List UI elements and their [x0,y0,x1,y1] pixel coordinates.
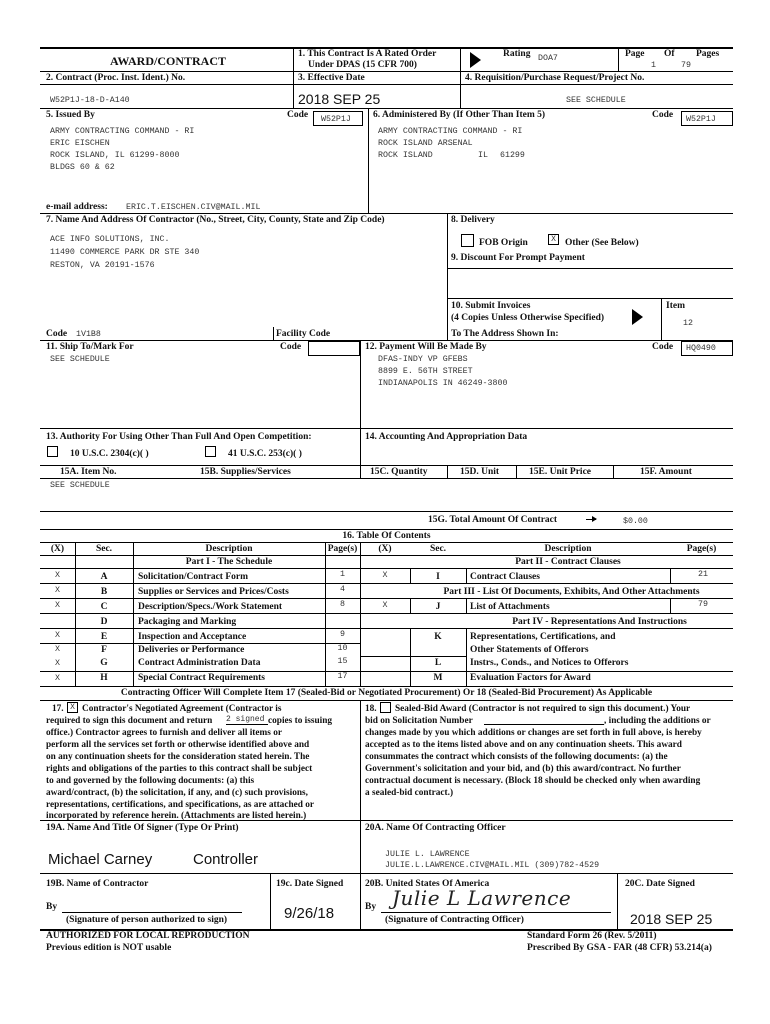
contractor-name-label: 19B. Name of Contractor [46,879,149,889]
toc-row-desc: Contract Clauses [470,572,540,582]
toc-row-pages: 15 [337,657,348,666]
item17-line: award/contract, (b) the solicitation, if any, and (c) such provisions, [46,788,308,798]
total-amount-value: $0.00 [623,517,648,526]
item17-line: office.) Contractor agrees to furnish and deliver all items or [46,728,282,738]
officer-by-label: By [365,902,377,912]
toc-row-mark: X [55,645,60,654]
amount-header: 15F. Amount [640,467,692,477]
toc-x-header: (X) [378,544,392,554]
rating-value: DOA7 [538,54,558,63]
administered-by-code: W52P1J [681,111,733,126]
footer-form-number: Standard Form 26 (Rev. 5/2011) [527,931,657,941]
ship-to-code-label: Code [280,342,302,352]
item17-number: 17. [52,704,64,714]
toc-row-pages: 9 [340,630,345,639]
payment-by-line: 8899 E. 56TH STREET [378,367,473,376]
signer-name: Michael Carney [48,851,153,868]
supplies-value: SEE SCHEDULE [50,481,110,490]
issued-by-line: ARMY CONTRACTING COMMAND - RI [50,127,195,136]
toc-row-mark: X [55,601,60,610]
signer-title: Controller [193,851,259,868]
submit-invoices-sublabel: (4 Copies Unless Otherwise Specified) [451,313,605,323]
issued-by-line: ROCK ISLAND, IL 61299-8000 [50,151,180,160]
email-value: ERIC.T.EISCHEN.CIV@MAIL.MIL [126,203,261,212]
item18-line: contractual document is necessary. (Block 18 should be checked only when awarding [365,776,701,786]
arrow-right-icon [470,52,481,68]
item17-line: to and governed by the following documents: (a) this [46,776,255,786]
officer-signature-caption: (Signature of Contracting Officer) [385,915,524,925]
page-label: Page [625,49,645,59]
fob-origin-checkbox[interactable] [461,234,474,247]
supplies-header: 15B. Supplies/Services [200,467,291,477]
other-delivery-checkbox[interactable]: X [548,234,559,245]
officer-date-value: 2018 SEP 25 [630,911,713,927]
toc-row-sec: M [433,673,443,683]
contractor-signature-caption: (Signature of person authorized to sign) [66,915,228,925]
arrow-head-icon [592,516,597,522]
item18-checkbox[interactable] [380,702,391,713]
toc-row-mark: X [55,631,60,640]
item17-checkbox[interactable]: X [67,702,78,713]
toc-row-sec: F [101,645,107,655]
contractor-line: ACE INFO SOLUTIONS, INC. [50,235,170,244]
contracting-officer-label: 20A. Name Of Contracting Officer [365,823,506,833]
item17-copies-field[interactable]: 2 signed [226,715,268,725]
toc-row-desc: Supplies or Services and Prices/Costs [138,587,289,597]
contract-number-value: W52P1J-18-D-A140 [50,96,130,105]
contractor-date-value: 9/26/18 [284,905,335,922]
contract-number-label: 2. Contract (Proc. Inst. Ident.) No. [46,73,186,83]
toc-row-pages: 8 [340,600,345,609]
toc-part-1: Part I - The Schedule [185,557,273,567]
payment-by-line: DFAS-INDY VP GFEBS [378,355,468,364]
item18-line: changes made by you which additions or changes are set forth in full above, is hereby [365,728,702,738]
ship-to-code [308,341,360,356]
requisition-value: SEE SCHEDULE [566,96,626,105]
administered-by-label: 6. Administered By (If Other Than Item 5) [373,110,546,120]
toc-row-sec: D [100,617,108,627]
authority-41usc-label: 41 U.S.C. 253(c)( ) [228,449,302,459]
accounting-label: 14. Accounting And Appropriation Data [365,432,528,442]
item17-line: representations, certifications, and specifications, as are attached or [46,800,315,810]
toc-desc-header: Description [544,544,592,554]
delivery-label: 8. Delivery [451,215,495,225]
toc-x-header: (X) [50,544,65,554]
toc-row-mark: X [55,674,60,683]
payment-by-label: 12. Payment Will Be Made By [365,342,487,352]
toc-row-pages: 79 [698,600,708,609]
authority-label: 13. Authority For Using Other Than Full And Open Competition: [46,432,312,442]
form-title: AWARD/CONTRACT [110,54,227,68]
contractor-line: RESTON, VA 20191-1576 [50,261,155,270]
item-no-header: 15A. Item No. [60,467,117,477]
item17-line: perform all the services set forth or otherwise identified above and [46,740,310,750]
toc-row-sec: G [100,658,108,668]
toc-pages-header: Page(s) [327,544,358,554]
discount-label: 9. Discount For Prompt Payment [451,253,585,263]
toc-row-sec: E [100,632,108,642]
invoice-item-value: 12 [683,319,693,328]
toc-pages-header: Page(s) [686,544,717,554]
unit-header: 15D. Unit [460,467,500,477]
unit-price-header: 15E. Unit Price [529,467,592,477]
payment-by-code-label: Code [652,342,674,352]
fob-origin-label: FOB Origin [479,238,528,248]
issued-by-code-label: Code [287,110,309,120]
other-delivery-label: Other (See Below) [565,238,639,248]
toc-row-mark: X [55,586,60,595]
administered-by-line: ROCK ISLAND ARSENAL [378,139,473,148]
item17-title: Contractor's Negotiated Agreement (Contractor is [82,704,282,714]
toc-row-desc: Special Contract Requirements [138,673,266,683]
requisition-label: 4. Requisition/Purchase Request/Project No. [465,73,645,83]
facility-code-label: Facility Code [276,329,331,339]
toc-row-desc: Contract Administration Data [138,658,261,668]
administered-by-state: IL [478,151,488,160]
toc-row-pages: 21 [698,570,708,579]
toc-sec-header: Sec. [95,544,113,554]
toc-row-sec: J [435,602,441,612]
submit-invoices-address-label: To The Address Shown In: [451,329,559,339]
issued-by-line: ERIC EISCHEN [50,139,110,148]
item18-line: bid on Solicitation Number [365,716,473,726]
toc-row-pages: 17 [337,672,348,681]
toc-row-pages: 4 [340,585,345,594]
effective-date-label: 3. Effective Date [298,73,365,83]
item17-line: rights and obligations of the parties to this contract shall be subject [46,764,313,774]
authority-10usc-label: 10 U.S.C. 2304(c)( ) [70,449,149,459]
instruction-text: Contracting Officer Will Complete Item 17 (Sealed-Bid or Negotiated Procurement) Or 18 (Sealed-Bid Procurement) As Applicable [120,688,653,698]
officer-date-label: 20C. Date Signed [625,879,695,889]
rated-order-label: 1. This Contract Is A Rated Order [298,49,437,59]
toc-row-sec: B [100,587,108,597]
contractor-code: 1V1B8 [76,330,101,339]
ship-to-label: 11. Ship To/Mark For [46,342,134,352]
arrow-right-icon [632,309,643,325]
toc-part-2: Part II - Contract Clauses [515,557,621,567]
usa-label: 20B. United States Of America [365,879,490,889]
toc-row-sec: I [436,572,440,582]
submit-invoices-label: 10. Submit Invoices [451,301,531,311]
toc-row-mark: X [382,571,388,580]
item18-line: a sealed-bid contract.) [365,788,454,798]
contractor-label: 7. Name And Address Of Contractor (No., Street, City, County, State and Zip Code) [46,215,385,225]
item18-title: Sealed-Bid Award (Contractor is not required to sign this document.) Your [395,704,691,714]
toc-row-desc: Instrs., Conds., and Notices to Offerors [470,658,629,668]
toc-row-pages: 1 [340,570,345,579]
toc-row-mark: X [55,659,60,668]
toc-row-desc: Packaging and Marking [138,617,237,627]
toc-row-desc: Solicitation/Contract Form [138,572,249,582]
contracting-officer-contact: JULIE.L.LAWRENCE.CIV@MAIL.MIL (309)782-4529 [385,861,600,870]
toc-row-desc: Deliveries or Performance [138,645,245,655]
toc-part-3: Part III - List Of Documents, Exhibits, And Other Attachments [443,587,700,597]
contractor-signature-line[interactable] [62,912,242,913]
administered-by-line: ARMY CONTRACTING COMMAND - RI [378,127,523,136]
issued-by-code: W52P1J [313,111,363,126]
item18-line: consummates the contract which consists of the following documents: (a) the [365,752,668,762]
contractor-line: 11490 COMMERCE PARK DR STE 340 [50,248,200,257]
officer-signature: Julie L Lawrence [392,886,572,910]
contractor-code-label: Code [46,329,68,339]
toc-row-pages: 10 [337,644,348,653]
toc-row-sec: A [100,572,108,582]
ship-to-value: SEE SCHEDULE [50,355,110,364]
toc-row-desc: Representations, Certifications, and [470,632,616,642]
officer-signature-line[interactable] [381,912,611,913]
contracting-officer-name: JULIE L. LAWRENCE [385,850,470,859]
toc-row-sec: H [100,673,108,683]
administered-by-city: ROCK ISLAND [378,151,433,160]
contractor-date-label: 19c. Date Signed [276,879,344,889]
of-label: Of [664,49,675,59]
administered-by-zip: 61299 [500,151,525,160]
solicitation-number-field[interactable] [484,724,604,725]
authority-10usc-checkbox[interactable] [47,446,58,457]
rating-label: Rating [503,49,531,59]
contractor-by-label: By [46,902,58,912]
item17-line: required to sign this document and return [46,716,213,726]
item18-number: 18. [365,704,377,714]
footer-edition: Previous edition is NOT usable [46,943,172,953]
item18-line: Government's solicitation and your bid, and (b) this award/contract. No further [365,764,681,774]
quantity-header: 15C. Quantity [370,467,428,477]
item17-line: on any continuation sheets for the consideration stated herein. The [46,752,310,762]
toc-row-mark: X [55,571,60,580]
item17-line: incorporated by reference herein. (Attachments are listed herein.) [46,811,307,821]
invoice-item-label: Item [666,301,685,311]
pages-label: Pages [696,49,720,59]
total-amount-label: 15G. Total Amount Of Contract [428,515,558,525]
administered-by-code-label: Code [652,110,674,120]
payment-by-code: HQ0490 [681,341,733,356]
signer-name-label: 19A. Name And Title Of Signer (Type Or Print) [46,823,239,833]
toc-desc-header: Description [205,544,253,554]
footer-reproduction: AUTHORIZED FOR LOCAL REPRODUCTION [46,931,250,941]
toc-row-sec: L [434,658,442,668]
toc-row-desc: Evaluation Factors for Award [470,673,591,683]
toc-sec-header: Sec. [429,544,447,554]
toc-row-desc: Inspection and Acceptance [138,632,247,642]
item18-line: , including the additions or [604,716,711,726]
toc-part-4: Part IV - Representations And Instructions [512,617,687,627]
rated-order-sublabel: Under DPAS (15 CFR 700) [308,60,417,70]
issued-by-line: BLDGS 60 & 62 [50,163,115,172]
total-pages: 79 [681,61,691,70]
item18-line: accepted as to the items listed above and on any continuation sheets. This award [365,740,682,750]
authority-41usc-checkbox[interactable] [205,446,216,457]
footer-prescribed-by: Prescribed By GSA - FAR (48 CFR) 53.214(a) [527,943,712,953]
item17-line: copies to issuing [268,716,333,726]
effective-date-value: 2018 SEP 25 [298,91,381,107]
issued-by-label: 5. Issued By [46,110,95,120]
toc-row-mark: X [382,601,388,610]
toc-row-sec: K [434,632,442,642]
email-label: e-mail address: [46,202,108,212]
toc-title: 16. Table Of Contents [342,531,431,541]
toc-row-desc: List of Attachments [470,602,550,612]
toc-row-desc: Description/Specs./Work Statement [138,602,283,612]
page-number: 1 [651,61,656,70]
payment-by-line: INDIANAPOLIS IN 46249-3800 [378,379,508,388]
toc-row-desc: Other Statements of Offerors [470,645,589,655]
toc-row-sec: C [100,602,108,612]
